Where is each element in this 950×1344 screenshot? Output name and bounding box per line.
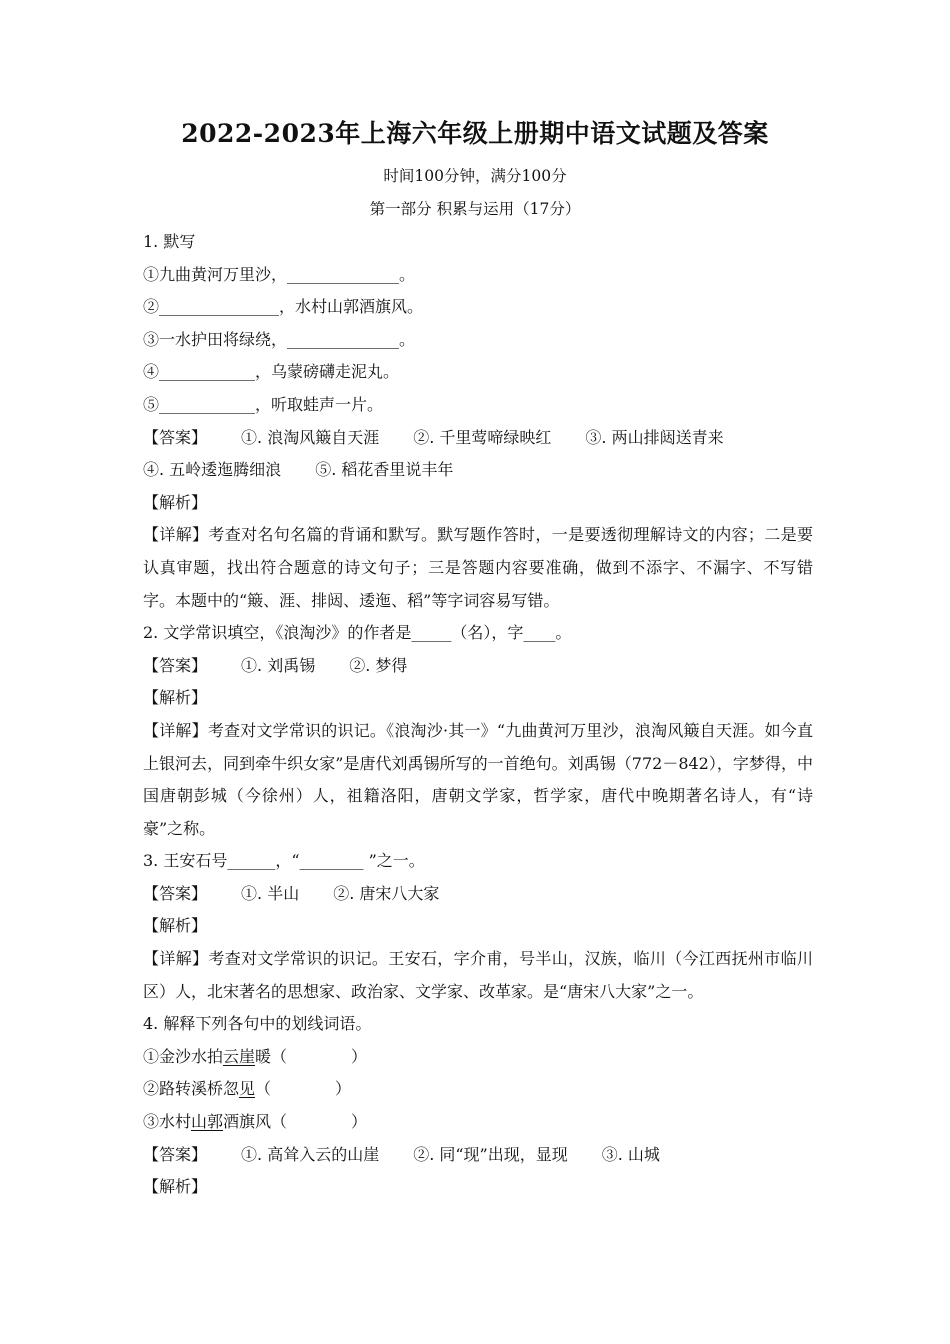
answer-item: ②. 梦得: [349, 655, 408, 675]
q3-answer-row: [143, 878, 813, 911]
section-heading: 第一部分 积累与运用（17分）: [369, 200, 581, 218]
answer-label: 【答案】: [143, 427, 208, 447]
underlined-word: 山郭: [191, 1112, 224, 1132]
answer-item: ①. 刘禹锡: [241, 655, 316, 675]
q3-stem: 3. 王安石号______，“________ ”之一。: [143, 851, 425, 871]
q3-detail: 【详解】考查对文学常识的识记。王安石，字介甫，号半山，汉族，临川（今江西抚州市临川区）人，北宋著名的思想家、政治家、文学家、改革家。是“唐宋八大家”之一。: [143, 949, 813, 1001]
questions-body: [143, 226, 813, 1204]
answer-item: ①. 高耸入云的山崖: [241, 1144, 380, 1164]
underlined-word: 云崖: [223, 1046, 256, 1066]
q1-item: ②_______________，水村山郭酒旗风。: [143, 297, 424, 317]
q1-stem: 1. 默写: [143, 232, 196, 251]
analysis-label: 【解析】: [143, 916, 208, 936]
q4-item-text: 酒旗风（ ）: [223, 1112, 368, 1132]
q1-item: ①九曲黄河万里沙，______________。: [143, 264, 416, 284]
time-info: 时间100分钟，满分100分: [383, 167, 567, 185]
answer-item: ②. 同“现”出现，显现: [413, 1144, 568, 1164]
answer-label: 【答案】: [143, 655, 208, 675]
q4-answer-row: [143, 1139, 813, 1172]
q1-item: ⑤____________，听取蛙声一片。: [143, 394, 384, 414]
q4-stem: 4. 解释下列各句中的划线词语。: [143, 1014, 372, 1034]
analysis-label: 【解析】: [143, 1177, 208, 1197]
analysis-label: 【解析】: [143, 688, 208, 708]
answer-label: 【答案】: [143, 1144, 208, 1164]
q4-item-text: ③水村: [143, 1112, 192, 1132]
q4-item-text: （ ）: [255, 1079, 352, 1099]
q1-detail: 【详解】考查对名句名篇的背诵和默写。默写题作答时，一是要透彻理解诗文的内容；二是要认真审题，找出符合题意的诗文句子；三是答题内容要准确，做到不添字、不漏字、不写错字。本题中的“簸、涯、排闼、逶迤、稻”等字词容易写错。: [143, 525, 813, 610]
q4-item-text: ①金沙水拍: [143, 1046, 224, 1066]
q1-item: ④____________，乌蒙磅礴走泥丸。: [143, 362, 400, 382]
q2-stem: 2. 文学常识填空，《浪淘沙》的作者是_____（名），字____。: [143, 623, 572, 643]
document-title: 2022-2023年上海六年级上册期中语文试题及答案: [181, 119, 769, 148]
q4-item-text: ②路转溪桥忽: [143, 1079, 240, 1099]
answer-item: ⑤. 稻花香里说丰年: [315, 460, 454, 480]
answer-item: ④. 五岭逶迤腾细浪: [143, 460, 282, 480]
answer-item: ③. 山城: [601, 1144, 660, 1164]
q1-item: ③一水护田将绿绕，______________。: [143, 329, 416, 349]
answer-item: ③. 两山排闼送青来: [585, 427, 724, 447]
answer-item: ①. 半山: [241, 883, 300, 903]
q1-answer-row: [143, 422, 813, 455]
q1-answer-row: [143, 454, 813, 487]
q4-item: [143, 1106, 813, 1139]
q2-detail: 【详解】考查对文学常识的识记。《浪淘沙·其一》“九曲黄河万里沙，浪淘风簸自天涯。如今直上银河去，同到牵牛织女家”是唐代刘禹锡所写的一首绝句。刘禹锡（772－842），字梦得，中国唐朝彭城（今徐州）人，祖籍洛阳，唐朝文学家，哲学家，唐代中晚期著名诗人，有“诗豪”之称。: [143, 720, 813, 838]
q2-answer-row: [143, 650, 813, 683]
underlined-word: 见: [239, 1079, 256, 1099]
analysis-label: 【解析】: [143, 492, 208, 512]
answer-item: ②. 唐宋八大家: [333, 883, 440, 903]
answer-label: 【答案】: [143, 883, 208, 903]
answer-item: ②. 千里莺啼绿映红: [413, 427, 552, 447]
q4-item: [143, 1073, 813, 1106]
q4-item: [143, 1041, 813, 1074]
answer-item: ①. 浪淘风簸自天涯: [241, 427, 380, 447]
q4-item-text: 暖（ ）: [255, 1046, 368, 1066]
